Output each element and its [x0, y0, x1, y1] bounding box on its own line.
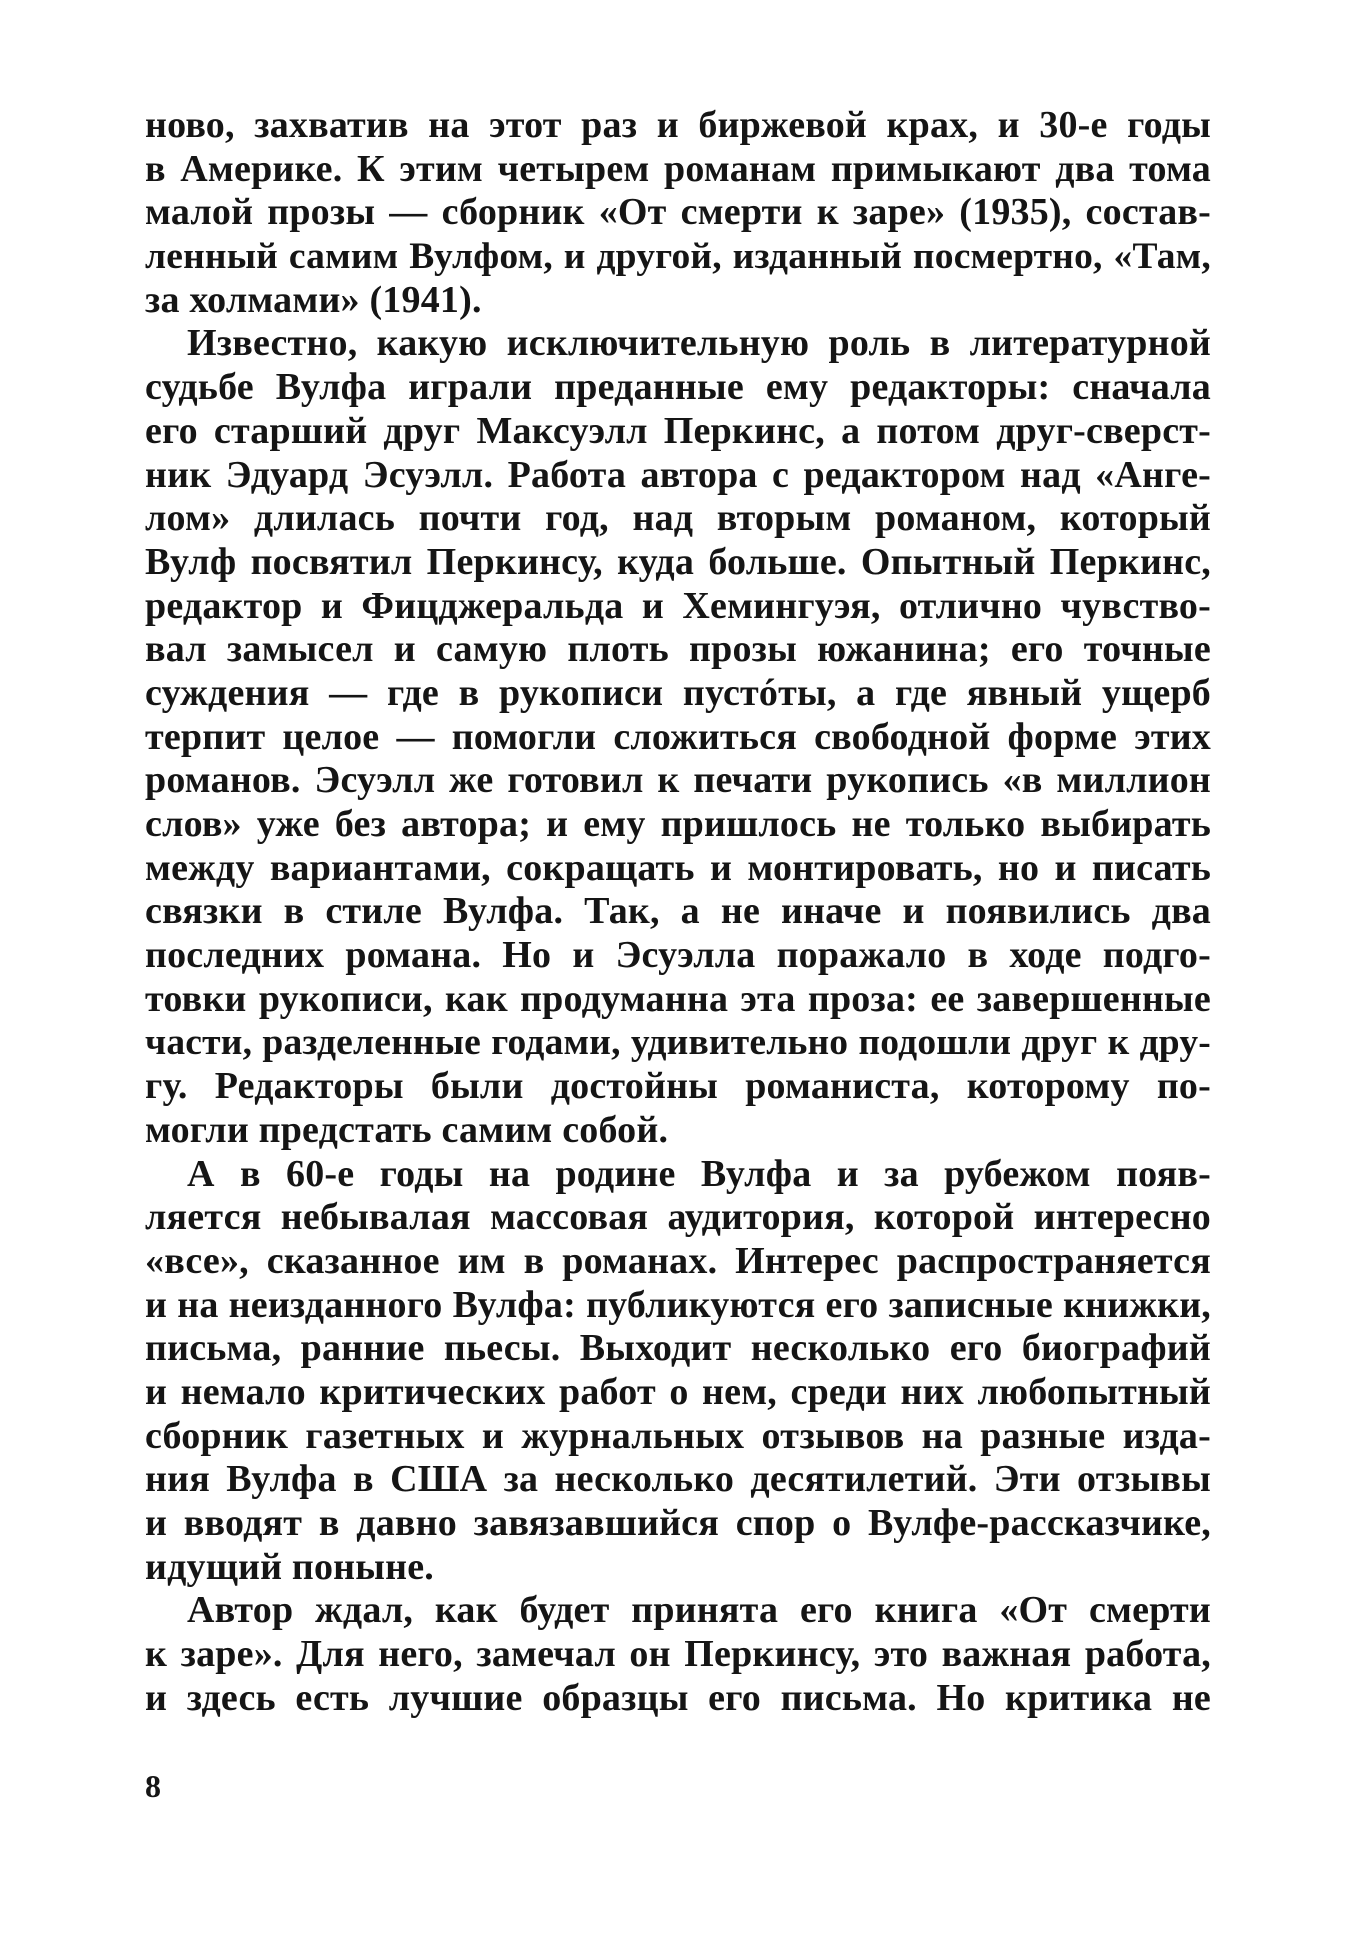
text-line: ново, захватив на этот раз и биржевой крах, и 30-е годы: [145, 104, 1211, 146]
body-text: [145, 104, 1211, 1720]
text-line: товки рукописи, как продуманна эта проза: ее завершенные: [145, 977, 1211, 1020]
text-line: и немало критических работ о нем, среди них любопытный: [145, 1370, 1211, 1413]
text-line: за холмами» (1941).: [145, 278, 482, 321]
paragraph-3: [145, 1153, 1211, 1590]
text-line: идущий поныне.: [145, 1545, 435, 1588]
text-line: последних романа. Но и Эсуэлла поражало в ходе подго-: [145, 934, 1211, 977]
text-line: гу. Редакторы были достойны романиста, которому по-: [145, 1065, 1211, 1108]
paragraph-1: [145, 104, 1211, 322]
text-line: письма, ранние пьесы. Выходит несколько его биографий: [145, 1327, 1211, 1370]
text-line: «все», сказанное им в романах. Интерес распространяется: [145, 1239, 1211, 1282]
text-line: к заре». Для него, замечал он Перкинсу, это важная работа,: [145, 1633, 1211, 1676]
text-line: части, разделенные годами, удивительно подошли друг к дру-: [145, 1022, 1211, 1064]
text-line: ляется небывалая массовая аудитория, которой интересно: [145, 1196, 1211, 1239]
page-number: 8: [145, 1768, 161, 1804]
text-line: и на неизданного Вулфа: публикуются его записные книжки,: [145, 1283, 1211, 1326]
text-line: его старший друг Максуэлл Перкинс, а потом друг-сверст-: [145, 409, 1211, 452]
text-line: А в 60-е годы на родине Вулфа и за рубежом появ-: [187, 1152, 1211, 1195]
text-line: Автор ждал, как будет принята его книга «От смерти: [187, 1589, 1211, 1632]
text-line: суждения — где в рукописи пустóты, а где явный ущерб: [145, 671, 1211, 714]
text-line: ния Вулфа в США за несколько десятилетий. Эти отзывы: [145, 1458, 1211, 1501]
text-line: малой прозы — сборник «От смерти к заре» (1935), состав-: [145, 191, 1211, 234]
text-line: слов» уже без автора; и ему пришлось не только выбирать: [145, 803, 1211, 845]
text-line: вал замысел и самую плоть прозы южанина; его точные: [145, 628, 1211, 671]
paragraph-4: [145, 1589, 1211, 1720]
text-line: в Америке. К этим четырем романам примыкают два тома: [145, 147, 1211, 190]
text-line: Вулф посвятил Перкинсу, куда больше. Опытный Перкинс,: [145, 540, 1211, 583]
text-line: судьбе Вулфа играли преданные ему редакторы: сначала: [145, 366, 1211, 409]
text-line: Известно, какую исключительную роль в литературной: [187, 322, 1211, 365]
text-line: лом» длилась почти год, над вторым романом, который: [145, 497, 1211, 540]
text-line: связки в стиле Вулфа. Так, а не иначе и появились два: [145, 890, 1211, 933]
text-line: и здесь есть лучшие образцы его письма. Но критика не: [145, 1676, 1211, 1719]
text-line: терпит целое — помогли сложиться свободной форме этих: [145, 715, 1211, 758]
paragraph-2: [145, 322, 1211, 1152]
text-line: сборник газетных и журнальных отзывов на разные изда-: [145, 1414, 1211, 1457]
text-line: романов. Эсуэлл же готовил к печати рукопись «в миллион: [145, 759, 1211, 802]
text-line: ник Эдуард Эсуэлл. Работа автора с редактором над «Анге-: [145, 453, 1211, 496]
text-line: могли предстать самим собой.: [145, 1108, 669, 1151]
text-line: редактор и Фицджеральда и Хемингуэя, отлично чувство-: [145, 584, 1211, 627]
text-line: ленный самим Вулфом, и другой, изданный посмертно, «Там,: [145, 236, 1211, 278]
text-line: и вводят в давно завязавшийся спор о Вулфе-рассказчике,: [145, 1502, 1211, 1544]
text-line: между вариантами, сокращать и монтировать, но и писать: [145, 846, 1211, 889]
